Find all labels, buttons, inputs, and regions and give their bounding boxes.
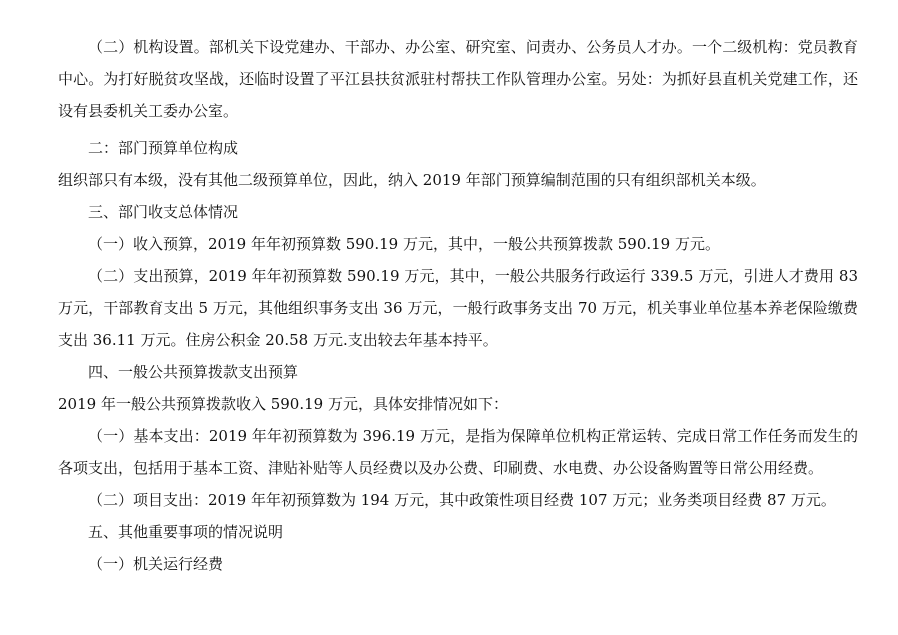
paragraph-budget-unit-scope: 组织部只有本级，没有其他二级预算单位，因此，纳入 2019 年部门预算编制范围的只有组织部机关本级。 [58, 171, 766, 189]
paragraph-institution-setup: （二）机构设置。部机关下设党建办、干部办、办公室、研究室、问责办、公务员人才办。一个二级机构：党员教育中心。为打好脱贫攻坚战，还临时设置了平江县扶贫派驻村帮扶工作队管理办公室。另处：为抓好县直机关党建工作，还设有县委机关工委办公室。 [58, 38, 858, 120]
paragraph-expenditure-budget: （二）支出预算，2019 年年初预算数 590.19 万元，其中，一般公共服务行政运行 339.5 万元，引进人才费用 83 万元，干部教育支出 5 万元，其他组织事务支出 36 万元，一般行政事务支出 70 万元，机关事业单位基本养老保险缴费支出 36.11 万元。住房公积金 20.58 万元.支出较去年基本持平。 [58, 267, 858, 349]
heading-other-important-matters: 五、其他重要事项的情况说明 [88, 523, 284, 541]
paragraph-general-public-budget-revenue: 2019 年一般公共预算拨款收入 590.19 万元，具体安排情况如下： [58, 395, 508, 413]
heading-revenue-expenditure-overview: 三、部门收支总体情况 [88, 203, 239, 221]
heading-operating-expenses: （一）机关运行经费 [88, 555, 224, 573]
paragraph-revenue-budget: （一）收入预算，2019 年年初预算数 590.19 万元，其中，一般公共预算拨款 590.19 万元。 [88, 235, 720, 253]
heading-budget-unit-composition: 二：部门预算单位构成 [88, 139, 239, 157]
heading-general-public-budget-expenditure: 四、一般公共预算拨款支出预算 [88, 363, 299, 381]
paragraph-project-expenditure: （二）项目支出：2019 年年初预算数为 194 万元，其中政策性项目经费 107 万元；业务类项目经费 87 万元。 [88, 491, 836, 509]
paragraph-basic-expenditure: （一）基本支出：2019 年年初预算数为 396.19 万元，是指为保障单位机构正常运转、完成日常工作任务而发生的各项支出，包括用于基本工资、津贴补贴等人员经费以及办公费、印刷费、水电费、办公设备购置等日常公用经费。 [58, 427, 858, 477]
document-body [58, 31, 858, 580]
